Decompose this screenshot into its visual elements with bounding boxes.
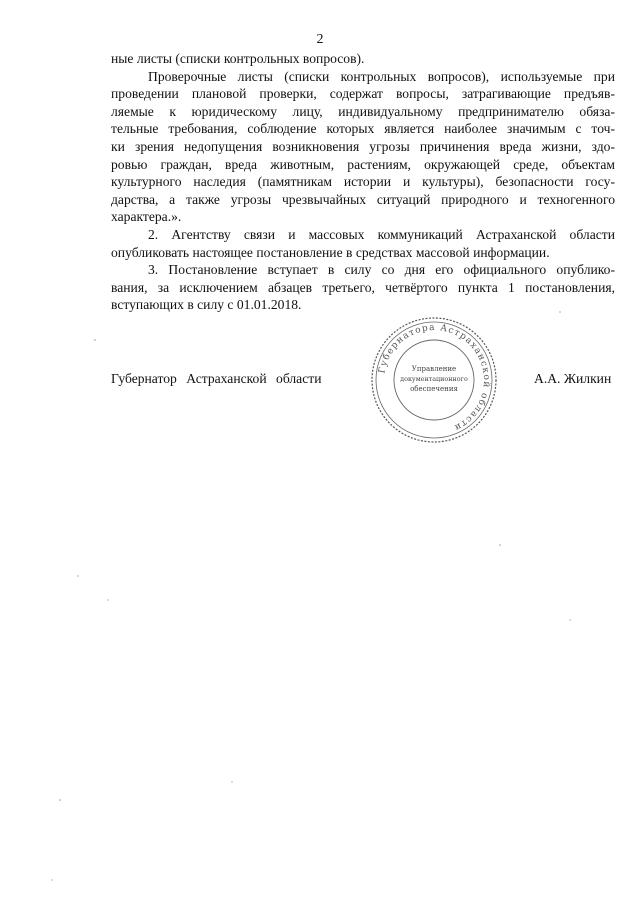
paragraph-item-3	[111, 261, 615, 314]
text-line: культурного наследия (памятникам истории и культуры), безопасности госу-	[111, 174, 615, 190]
seal-center-line: обеспечения	[410, 385, 458, 393]
official-seal-stamp	[369, 315, 499, 445]
text-line: опубликовать настоящее постановление в средствах массовой информации.	[111, 244, 550, 260]
text-line: вступающих в силу с 01.01.2018.	[111, 297, 302, 313]
text-line: характера.».	[111, 209, 182, 225]
text-line: тельные требования, соблюдение которых является наиболее значимым с точ-	[111, 121, 615, 137]
text-line: 3. Постановление вступает в силу со дня его официального опублико-	[148, 262, 615, 278]
text-line: ляемые к юридическому лицу, индивидуальному предпринимателю обяза-	[111, 103, 615, 119]
document-body	[111, 50, 615, 314]
text-line: 2. Агентству связи и массовых коммуникаций Астраханской области	[148, 226, 615, 242]
seal-outer-text: Губернатора Астраханской области	[377, 322, 492, 433]
text-line: Проверочные листы (списки контрольных вопросов), используемые при	[148, 68, 615, 84]
page-number: 2	[316, 32, 324, 47]
text-line: вания, за исключением абзацев третьего, четвёртого пункта 1 постановления,	[111, 279, 615, 295]
text-line: ные листы (списки контрольных вопросов).	[111, 51, 365, 66]
paragraph-continuation	[111, 50, 615, 68]
text-line: ки зрения недопущения возникновения угрозы причинения вреда жизни, здо-	[111, 138, 615, 154]
seal-center-line: Управление	[411, 365, 457, 373]
signatory-name: А.А. Жилкин	[534, 371, 612, 386]
text-line: проведении плановой проверки, содержат вопросы, затрагивающие предъяв-	[111, 86, 615, 102]
paragraph-item-2	[111, 226, 615, 261]
text-line: ровью граждан, вреда животным, растениям, окружающей среде, объектам	[111, 156, 615, 172]
signatory-title: Губернатор Астраханской области	[111, 371, 322, 386]
text-line: дарства, а также угрозы чрезвычайных ситуаций природного и техногенного	[111, 191, 615, 207]
seal-center-line: документационного	[400, 375, 468, 383]
paragraph-checklists	[111, 68, 615, 226]
